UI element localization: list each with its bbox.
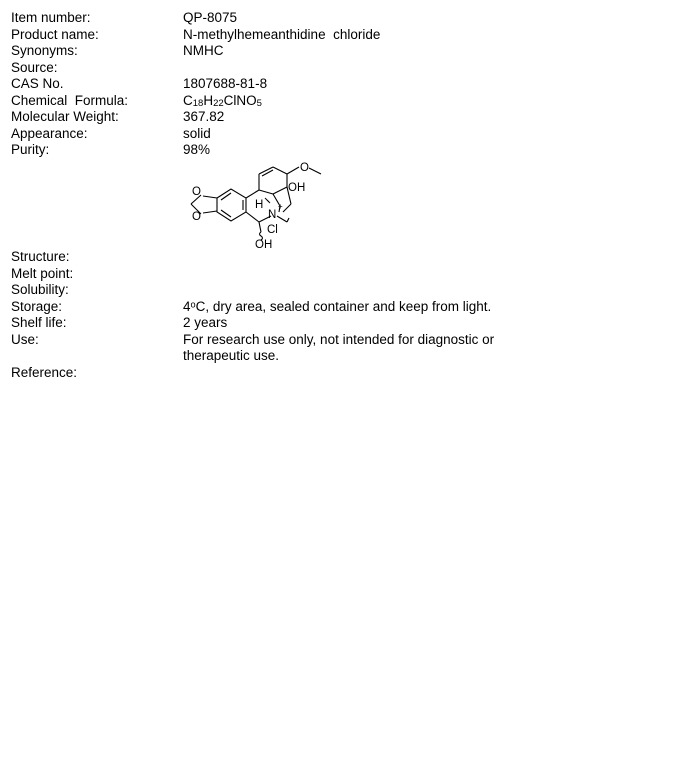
- appearance-row: [11, 126, 681, 143]
- formula-clno: ClNO: [223, 92, 257, 108]
- formula-c-count: 18: [192, 97, 204, 109]
- chemical-structure-drawing: [183, 160, 343, 266]
- cas-label: CAS No.: [11, 76, 64, 91]
- chloride-label: Cl: [267, 223, 278, 236]
- product-name-label: Product name:: [11, 26, 99, 42]
- structure-row: [11, 160, 681, 266]
- molecular-weight-label: Molecular Weight:: [11, 109, 119, 124]
- formula-o-count: 5: [256, 97, 262, 109]
- purity-value: 98%: [183, 142, 211, 157]
- reference-row: [11, 365, 681, 382]
- hydrogen-label: H: [255, 198, 264, 211]
- reference-value: [183, 365, 681, 382]
- storage-value: 4ᵒC, dry area, sealed container and keep from light.: [183, 298, 492, 314]
- shelf-life-row: [11, 315, 681, 332]
- synonyms-label: Synonyms:: [11, 43, 78, 58]
- formula-c: C: [183, 92, 193, 108]
- ring-oxygen-top: O: [192, 185, 201, 198]
- cas-row: [11, 76, 681, 93]
- formula-value: [183, 93, 681, 110]
- structure-image: [183, 160, 343, 266]
- positive-charge: +: [278, 201, 283, 211]
- melt-point-row: [11, 266, 681, 283]
- shelf-life-label: Shelf life:: [11, 315, 67, 330]
- storage-label: Storage:: [11, 298, 63, 314]
- ring-oxygen-bottom: O: [192, 210, 201, 223]
- product-datasheet: [11, 10, 681, 381]
- use-value: For research use only, not intended for diagnostic or therapeutic use.: [183, 331, 495, 363]
- fused-rings: [246, 167, 291, 232]
- solubility-label: Solubility:: [11, 282, 69, 297]
- storage-row: [11, 299, 681, 316]
- nitrogen-label: N: [268, 208, 277, 221]
- hydroxyl-bottom: OH: [255, 238, 273, 251]
- synonyms-row: [11, 43, 681, 60]
- solubility-value: [183, 282, 681, 299]
- item-number-value: QP-8075: [183, 10, 238, 25]
- melt-point-value: [183, 266, 681, 283]
- use-label: Use:: [11, 331, 39, 347]
- solubility-row: [11, 282, 681, 299]
- purity-label: Purity:: [11, 142, 50, 157]
- synonyms-value: NMHC: [183, 43, 224, 58]
- formula-row: [11, 93, 681, 110]
- shelf-life-value: 2 years: [183, 315, 228, 330]
- product-name-value: N-methylhemeanthidine chloride: [183, 26, 381, 42]
- source-row: [11, 60, 681, 77]
- appearance-label: Appearance:: [11, 125, 88, 141]
- molecular-weight-row: [11, 109, 681, 126]
- methoxy-oxygen: O: [300, 161, 309, 174]
- purity-row: [11, 142, 681, 159]
- item-number-label: Item number:: [11, 10, 91, 25]
- product-name-row: [11, 27, 681, 44]
- formula-h-count: 22: [213, 97, 224, 109]
- formula-label: Chemical Formula:: [11, 92, 129, 108]
- formula-h: H: [203, 92, 214, 108]
- source-label: Source:: [11, 59, 58, 75]
- item-number-row: [11, 10, 681, 27]
- cas-value: 1807688-81-8: [183, 76, 268, 91]
- use-row: [11, 332, 681, 365]
- aromatic-ring: [217, 189, 246, 221]
- molecular-weight-value: 367.82: [183, 109, 225, 124]
- hydroxyl-top: OH: [288, 181, 306, 194]
- melt-point-label: Melt point:: [11, 265, 74, 281]
- appearance-value: solid: [183, 125, 211, 141]
- hashed-bond: [265, 198, 270, 203]
- source-value: [183, 60, 681, 77]
- reference-label: Reference:: [11, 364, 78, 380]
- structure-label: Structure:: [11, 249, 70, 264]
